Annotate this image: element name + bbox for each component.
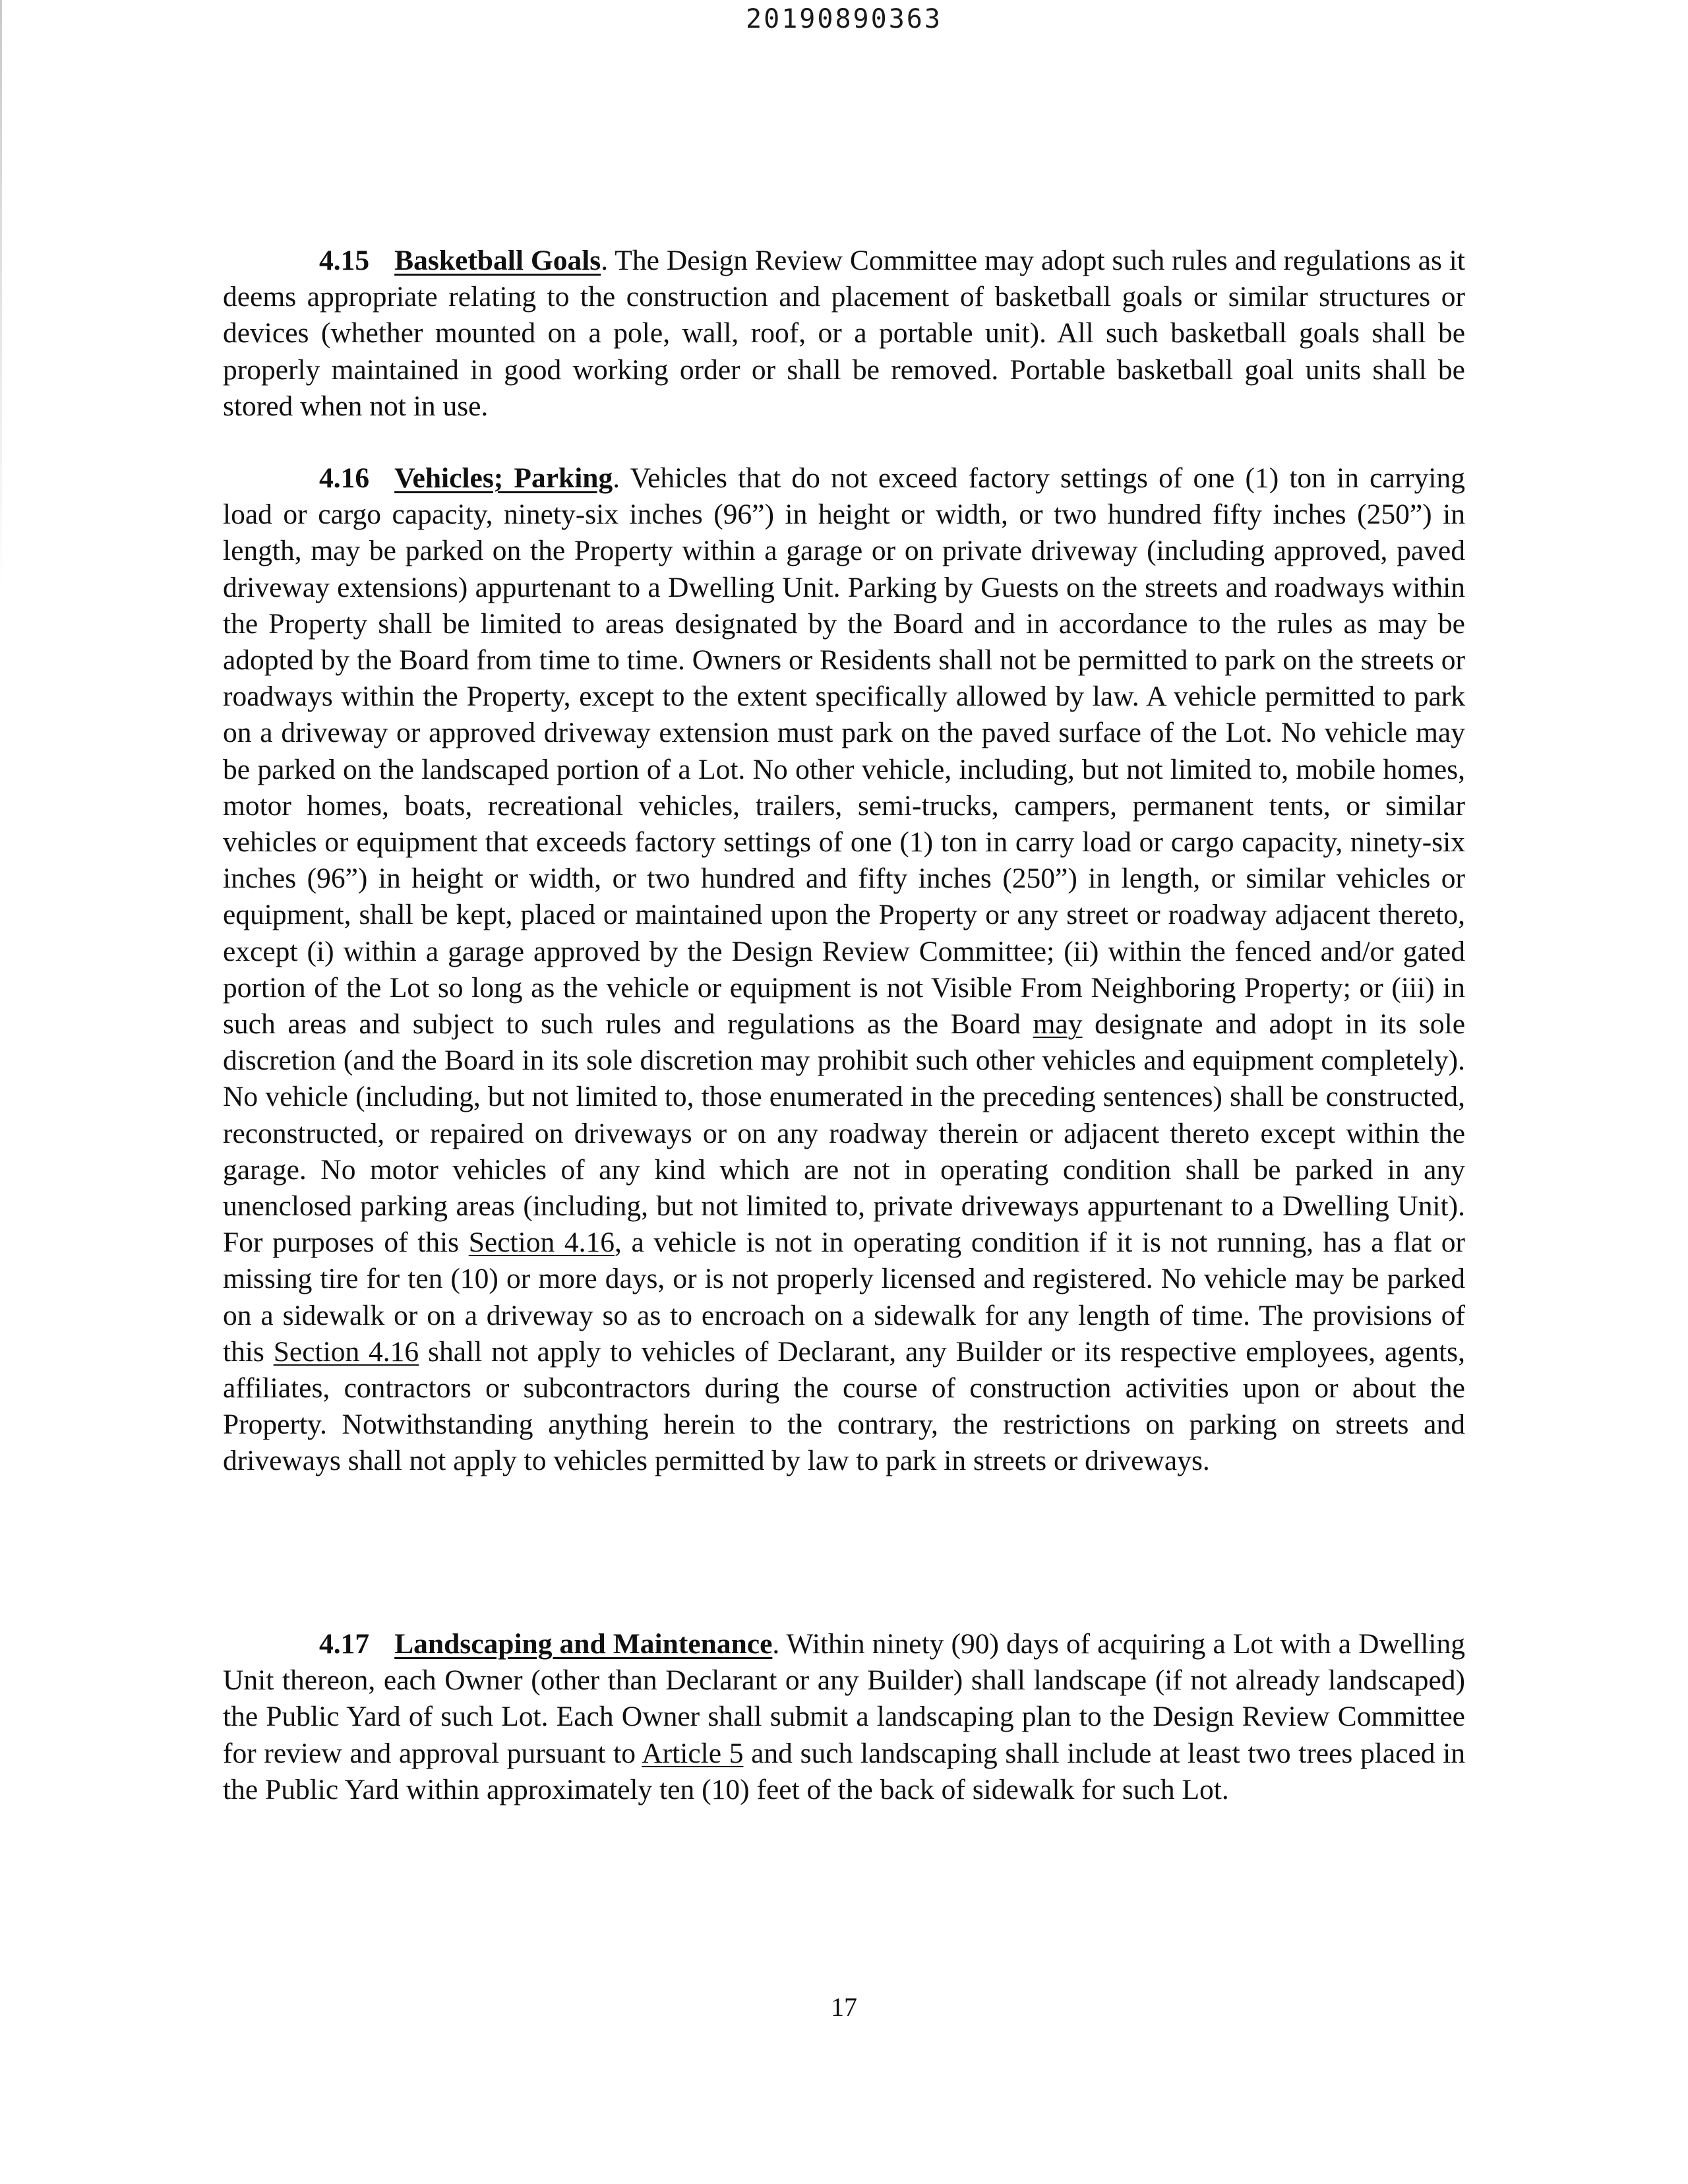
section-4-15-paragraph xyxy=(223,243,1465,425)
section-body-text: Vehicles that do not exceed factory settings of one (1) ton in carrying load or cargo capacity, ninety-six inches (96”) in height or width, or two hundred fifty inches (250”) in length, may be parked on the Property within a garage or on private driveway (including approved, paved driveway extensions) appurtenant to a Dwelling Unit. Parking by Guests on the streets and roadways within the Property shall be limited to areas designated by the Board and in accordance to the rules as may be adopted by the Board from time to time. Owners or Residents shall not be permitted to park on the streets or roadways within the Property, except to the extent specifically allowed by law. A vehicle permitted to park on a driveway or approved driveway extension must park on the paved surface of the Lot. No vehicle may be parked on the landscaped portion of a Lot. No other vehicle, including, but not limited to, mobile homes, motor homes, boats, recreational vehicles, trailers, semi-trucks, campers, permanent tents, or similar vehicles or equipment that exceeds factory settings of one (1) ton in carry load or cargo capacity, ninety-six inches (96”) in height or width, or two hundred and fifty inches (250”) in length, or similar vehicles or equipment, shall be kept, placed or maintained upon the Property or any street or roadway adjacent thereto, except (i) within a garage approved by the Design Review Committee; (ii) within the fenced and/or gated portion of the Lot so long as the vehicle or equipment is not Visible From Neighboring Property; or (iii) in such areas and subject to such rules and regulations as the Board xyxy=(223,462,1465,1041)
section-4-17-paragraph xyxy=(223,1626,1465,1808)
section-4-16-reference-link[interactable]: Section 4.16 xyxy=(468,1227,615,1259)
section-body-text: and such landscaping shall include at least two trees placed in the Public Yard within approximately ten (10) feet of the back of sidewalk for such Lot. xyxy=(223,1737,1466,1805)
section-4-16-reference-link[interactable]: Section 4.16 xyxy=(273,1335,419,1368)
section-4-17 xyxy=(223,1626,1465,1808)
underlined-word-may: may xyxy=(1033,1008,1083,1041)
section-number: 4.17 xyxy=(319,1628,370,1660)
title-period: . xyxy=(772,1628,780,1660)
section-body-text: , a vehicle is not in operating condition if it is not running, has a flat or missing tire for ten (10) or more days, or is not properly licensed and registered. No vehicle may be parked on a sidewalk or on a driveway so as to encroach on a sidewalk for any length of time. The provisions of this xyxy=(223,1227,1465,1368)
scan-edge-shadow xyxy=(0,0,2,593)
section-4-16-paragraph xyxy=(223,460,1465,1480)
section-title: Basketball Goals xyxy=(394,245,601,276)
section-body-text: Within ninety (90) days of acquiring a Lot with a Dwelling Unit thereon, each Owner (other than Declarant or any Builder) shall landscape (if not already landscaped) the Public Yard of such Lot. Each Owner shall submit a landscaping plan to the Design Review Committee for review and approval pursuant to xyxy=(223,1628,1466,1769)
section-title: Vehicles; Parking xyxy=(394,462,613,494)
section-title: Landscaping and Maintenance xyxy=(394,1628,773,1660)
section-number: 4.15 xyxy=(319,245,370,276)
section-body-text: shall not apply to vehicles of Declarant, any Builder or its respective employees, agents, affiliates, contractors or subcontractors during the course of construction activities upon or about the Property. Notwithstanding anything herein to the contrary, the restrictions on parking on streets and driveways shall not apply to vehicles permitted by law to park in streets or driveways. xyxy=(223,1335,1465,1477)
section-number: 4.16 xyxy=(319,462,370,494)
title-period: . xyxy=(601,245,609,276)
section-4-15 xyxy=(223,243,1465,425)
section-4-16 xyxy=(223,460,1465,1480)
document-number: 20190890363 xyxy=(746,4,942,34)
page-number: 17 xyxy=(831,1992,857,2022)
section-body-text: designate and adopt in its sole discretion (and the Board in its sole discretion may prohibit such other vehicles and equipment completely). No vehicle (including, but not limited to, those enumerated in the preceding sentences) shall be constructed, reconstructed, or repaired on driveways or on any roadway therein or adjacent thereto except within the garage. No motor vehicles of any kind which are not in operating condition shall be parked in any unenclosed parking areas (including, but not limited to, private driveways appurtenant to a Dwelling Unit). For purposes of this xyxy=(223,1008,1465,1259)
title-period: . xyxy=(613,462,620,494)
article-5-reference-link[interactable]: Article 5 xyxy=(642,1737,744,1769)
section-body-text: The Design Review Committee may adopt such rules and regulations as it deems appropriate relating to the construction and placement of basketball goals or similar structures or devices (whether mounted on a pole, wall, roof, or a portable unit). All such basketball goals shall be properly maintained in good working order or shall be removed. Portable basketball goal units shall be stored when not in use. xyxy=(223,245,1465,422)
